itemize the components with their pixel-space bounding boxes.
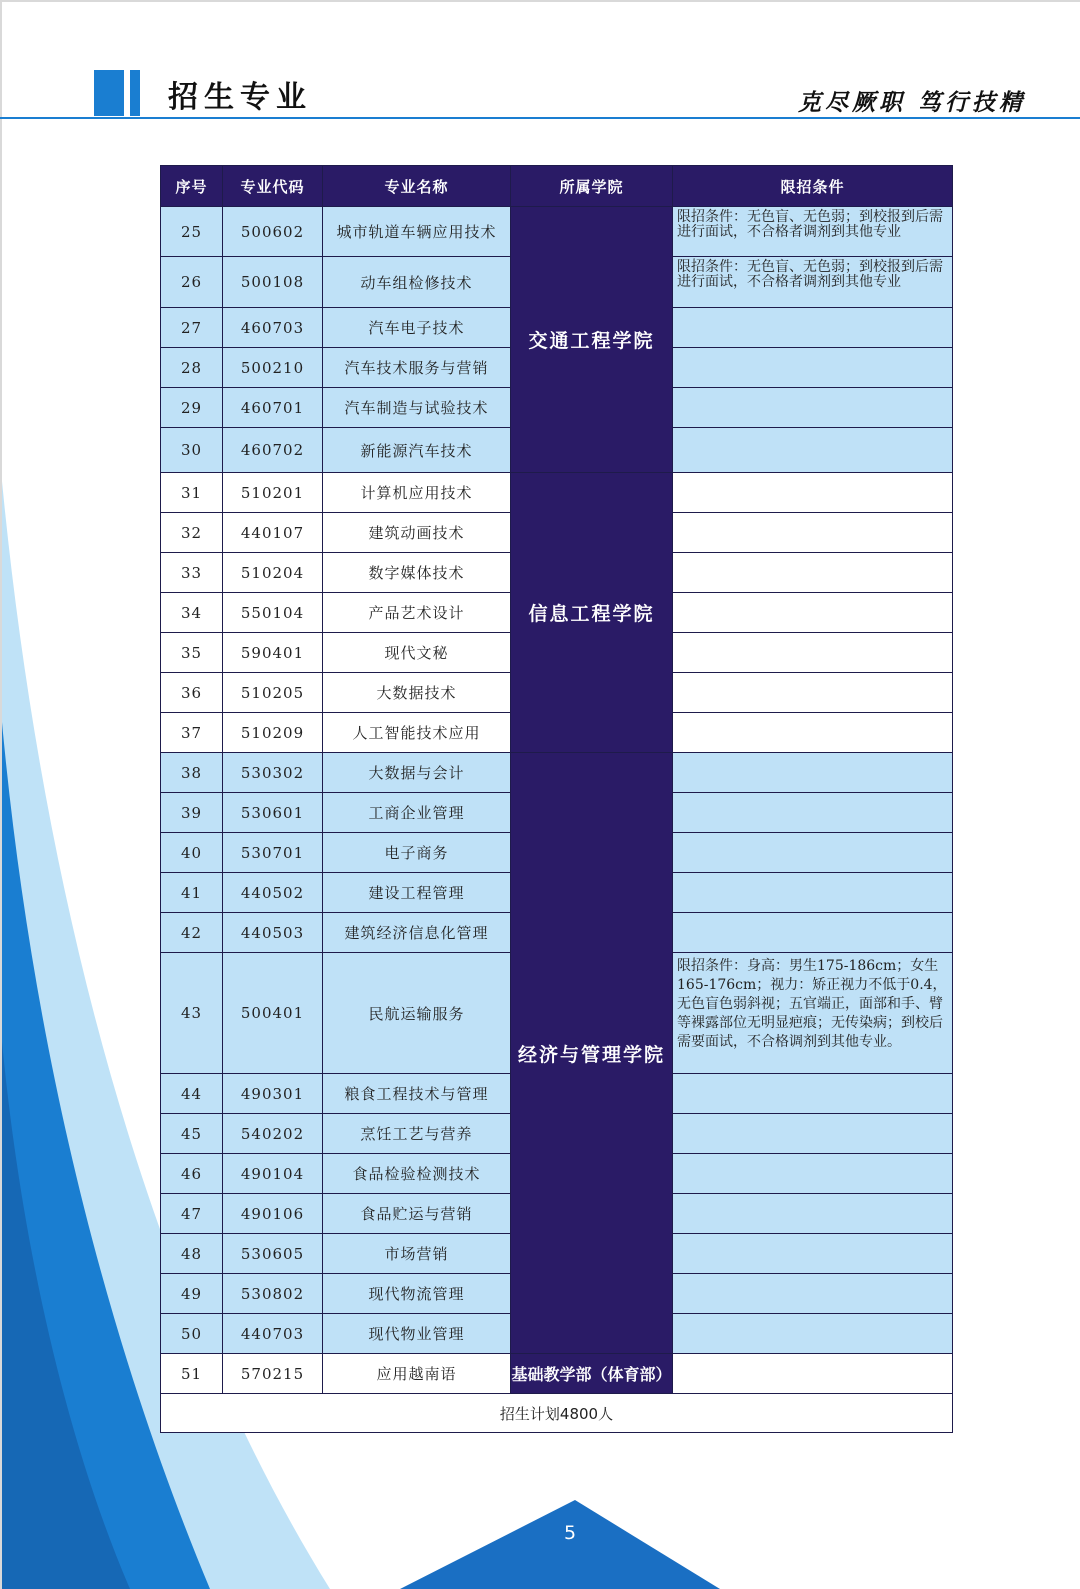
major-name: 汽车技术服务与营销 bbox=[323, 348, 511, 388]
table-row bbox=[161, 473, 953, 513]
admission-condition bbox=[673, 593, 953, 633]
header-rule bbox=[0, 117, 1080, 119]
major-name: 新能源汽车技术 bbox=[323, 428, 511, 473]
col-header-index: 序号 bbox=[161, 166, 223, 207]
major-code: 490301 bbox=[223, 1074, 323, 1114]
major-code: 530701 bbox=[223, 833, 323, 873]
row-index: 38 bbox=[161, 753, 223, 793]
major-name: 民航运输服务 bbox=[323, 953, 511, 1074]
major-code: 460702 bbox=[223, 428, 323, 473]
admission-condition bbox=[673, 1314, 953, 1354]
admission-condition bbox=[673, 348, 953, 388]
major-name: 产品艺术设计 bbox=[323, 593, 511, 633]
major-code: 440502 bbox=[223, 873, 323, 913]
admission-condition bbox=[673, 793, 953, 833]
row-index: 34 bbox=[161, 593, 223, 633]
college-cell: 基础教学部（体育部） bbox=[511, 1354, 673, 1394]
row-index: 40 bbox=[161, 833, 223, 873]
admission-condition bbox=[673, 553, 953, 593]
row-index: 49 bbox=[161, 1274, 223, 1314]
row-index: 51 bbox=[161, 1354, 223, 1394]
major-name: 电子商务 bbox=[323, 833, 511, 873]
row-index: 43 bbox=[161, 953, 223, 1074]
admission-condition bbox=[673, 633, 953, 673]
admission-condition bbox=[673, 833, 953, 873]
row-index: 25 bbox=[161, 207, 223, 257]
major-code: 440503 bbox=[223, 913, 323, 953]
enrollment-total: 招生计划4800人 bbox=[161, 1394, 953, 1433]
admission-condition: 限招条件：身高：男生175-186cm；女生165-176cm；视力：矫正视力不低于0.4，无色盲色弱斜视；五官端正，面部和手、臂等裸露部位无明显疤痕；无传染病；到校后需要面试，不合格调剂到其他专业。 bbox=[673, 953, 953, 1074]
row-index: 42 bbox=[161, 913, 223, 953]
header-motto: 克尽厥职 笃行技精 bbox=[797, 90, 1026, 116]
admission-condition: 限招条件：无色盲、无色弱；到校报到后需进行面试，不合格者调剂到其他专业 bbox=[673, 207, 953, 257]
major-code: 440107 bbox=[223, 513, 323, 553]
table-row bbox=[161, 1354, 953, 1394]
row-index: 47 bbox=[161, 1194, 223, 1234]
major-name: 现代文秘 bbox=[323, 633, 511, 673]
major-code: 530605 bbox=[223, 1234, 323, 1274]
major-name: 食品检验检测技术 bbox=[323, 1154, 511, 1194]
row-index: 29 bbox=[161, 388, 223, 428]
row-index: 48 bbox=[161, 1234, 223, 1274]
major-code: 590401 bbox=[223, 633, 323, 673]
page-number: 5 bbox=[563, 1522, 577, 1544]
major-code: 540202 bbox=[223, 1114, 323, 1154]
major-name: 现代物业管理 bbox=[323, 1314, 511, 1354]
major-code: 490106 bbox=[223, 1194, 323, 1234]
major-name: 人工智能技术应用 bbox=[323, 713, 511, 753]
major-code: 510201 bbox=[223, 473, 323, 513]
college-cell: 交通工程学院 bbox=[511, 207, 673, 473]
row-index: 39 bbox=[161, 793, 223, 833]
admission-condition bbox=[673, 1354, 953, 1394]
major-code: 570215 bbox=[223, 1354, 323, 1394]
major-code: 460703 bbox=[223, 308, 323, 348]
major-code: 530802 bbox=[223, 1274, 323, 1314]
major-code: 500602 bbox=[223, 207, 323, 257]
major-code: 460701 bbox=[223, 388, 323, 428]
admission-condition bbox=[673, 473, 953, 513]
header-accent-bar bbox=[94, 70, 124, 116]
table-total-row bbox=[161, 1394, 953, 1433]
major-name: 汽车电子技术 bbox=[323, 308, 511, 348]
admission-condition bbox=[673, 1274, 953, 1314]
major-code: 510205 bbox=[223, 673, 323, 713]
major-name: 建筑经济信息化管理 bbox=[323, 913, 511, 953]
admission-condition bbox=[673, 1154, 953, 1194]
major-name: 市场营销 bbox=[323, 1234, 511, 1274]
major-name: 计算机应用技术 bbox=[323, 473, 511, 513]
major-name: 建设工程管理 bbox=[323, 873, 511, 913]
admission-condition bbox=[673, 388, 953, 428]
row-index: 41 bbox=[161, 873, 223, 913]
table-row bbox=[161, 207, 953, 257]
major-name: 现代物流管理 bbox=[323, 1274, 511, 1314]
major-name: 工商企业管理 bbox=[323, 793, 511, 833]
row-index: 37 bbox=[161, 713, 223, 753]
row-index: 28 bbox=[161, 348, 223, 388]
major-name: 应用越南语 bbox=[323, 1354, 511, 1394]
majors-table bbox=[160, 165, 953, 1433]
major-code: 490104 bbox=[223, 1154, 323, 1194]
admission-condition bbox=[673, 713, 953, 753]
major-name: 动车组检修技术 bbox=[323, 257, 511, 308]
page-title: 招生专业 bbox=[168, 80, 312, 115]
major-code: 500108 bbox=[223, 257, 323, 308]
major-code: 500401 bbox=[223, 953, 323, 1074]
admission-condition bbox=[673, 673, 953, 713]
admission-condition bbox=[673, 1194, 953, 1234]
row-index: 50 bbox=[161, 1314, 223, 1354]
admission-condition bbox=[673, 873, 953, 913]
row-index: 26 bbox=[161, 257, 223, 308]
admission-condition bbox=[673, 308, 953, 348]
admission-condition bbox=[673, 1234, 953, 1274]
row-index: 45 bbox=[161, 1114, 223, 1154]
college-cell: 经济与管理学院 bbox=[511, 753, 673, 1354]
admission-condition: 限招条件：无色盲、无色弱；到校报到后需进行面试，不合格者调剂到其他专业 bbox=[673, 257, 953, 308]
admission-condition bbox=[673, 513, 953, 553]
major-name: 大数据与会计 bbox=[323, 753, 511, 793]
major-code: 550104 bbox=[223, 593, 323, 633]
college-cell: 信息工程学院 bbox=[511, 473, 673, 753]
row-index: 27 bbox=[161, 308, 223, 348]
major-name: 建筑动画技术 bbox=[323, 513, 511, 553]
row-index: 36 bbox=[161, 673, 223, 713]
admission-condition bbox=[673, 428, 953, 473]
col-header-name: 专业名称 bbox=[323, 166, 511, 207]
major-name: 烹饪工艺与营养 bbox=[323, 1114, 511, 1154]
table-row bbox=[161, 753, 953, 793]
row-index: 33 bbox=[161, 553, 223, 593]
table-header-row bbox=[161, 166, 953, 207]
admission-condition bbox=[673, 913, 953, 953]
col-header-conditions: 限招条件 bbox=[673, 166, 953, 207]
major-name: 食品贮运与营销 bbox=[323, 1194, 511, 1234]
major-name: 大数据技术 bbox=[323, 673, 511, 713]
row-index: 31 bbox=[161, 473, 223, 513]
admission-condition bbox=[673, 753, 953, 793]
row-index: 35 bbox=[161, 633, 223, 673]
major-code: 510204 bbox=[223, 553, 323, 593]
major-code: 500210 bbox=[223, 348, 323, 388]
admission-condition bbox=[673, 1114, 953, 1154]
header-accent-bar-thin bbox=[130, 70, 140, 116]
major-name: 粮食工程技术与管理 bbox=[323, 1074, 511, 1114]
major-code: 510209 bbox=[223, 713, 323, 753]
major-code: 530601 bbox=[223, 793, 323, 833]
major-code: 440703 bbox=[223, 1314, 323, 1354]
row-index: 32 bbox=[161, 513, 223, 553]
col-header-college: 所属学院 bbox=[511, 166, 673, 207]
col-header-code: 专业代码 bbox=[223, 166, 323, 207]
row-index: 30 bbox=[161, 428, 223, 473]
row-index: 44 bbox=[161, 1074, 223, 1114]
major-name: 城市轨道车辆应用技术 bbox=[323, 207, 511, 257]
major-name: 数字媒体技术 bbox=[323, 553, 511, 593]
major-name: 汽车制造与试验技术 bbox=[323, 388, 511, 428]
row-index: 46 bbox=[161, 1154, 223, 1194]
major-code: 530302 bbox=[223, 753, 323, 793]
admission-condition bbox=[673, 1074, 953, 1114]
